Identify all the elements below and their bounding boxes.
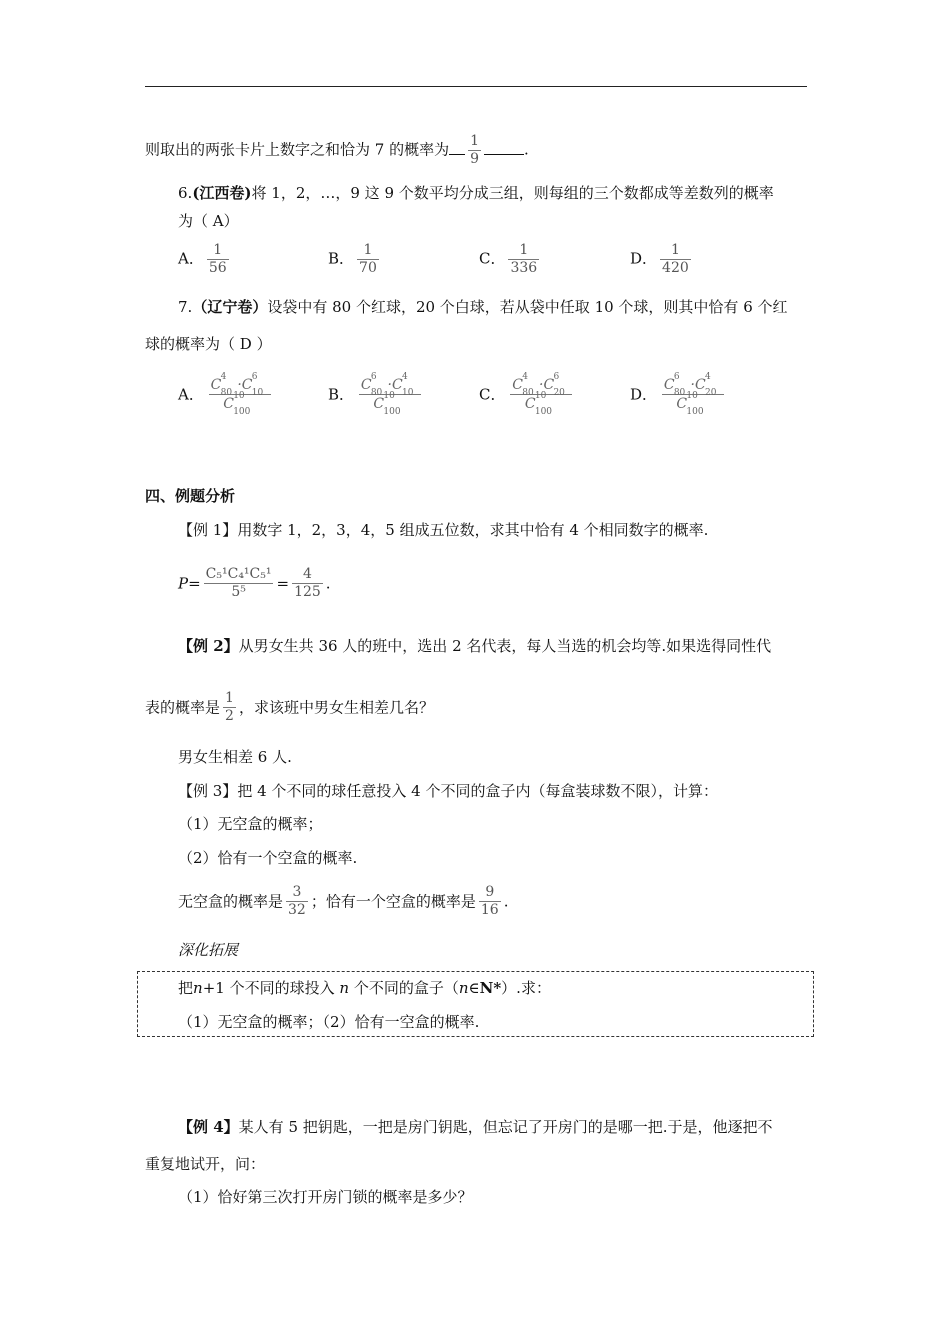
q6-stem-2: 为（ A） <box>178 212 239 230</box>
example-2-answer: 男女生相差 6 人. <box>178 748 292 766</box>
deep-line-2: （1）无空盒的概率；（2）恰有一空盒的概率. <box>178 1013 480 1031</box>
header-rule <box>145 86 807 87</box>
example-3: 【例 3】把 4 个不同的球任意投入 4 个不同的盒子内（每盒装球数不限），计算： <box>178 782 718 800</box>
q5-answer-line: 则取出的两张卡片上数字之和恰为 7 的概率为 $\frac{1}{9}$ . <box>145 133 529 167</box>
q6-option-c: C． $\frac{1}{336}$ <box>479 242 538 276</box>
q6-option-a: A． $\frac{1}{56}$ <box>178 242 227 276</box>
example-4-line2: 重复地试开，问： <box>145 1155 266 1173</box>
example-2-line2: 表的概率是 $\frac{1}{2}$ ，求该班中男女生相差几名？ <box>145 690 434 724</box>
example-4-q1: （1）恰好第三次打开房门锁的概率是多少？ <box>178 1188 473 1206</box>
example-2: 【例 2】从男女生共 36 人的班中，选出 2 名代表，每人当选的机会均等.如果选得同性代 <box>178 637 772 655</box>
q6-option-d: D． $\frac{1}{420}$ <box>630 242 689 276</box>
q6-option-b: B． $\frac{1}{70}$ <box>328 242 377 276</box>
q7-option-c: C． C 4 80 ·C 6 20 C 10 100 <box>479 376 572 413</box>
example-4: 【例 4】某人有 5 把钥匙，一把是房门钥匙，但忘记了开房门的是哪一把.于是，他逐把不 <box>178 1118 773 1136</box>
example-3-q2: （2）恰有一个空盒的概率. <box>178 849 358 867</box>
q7-stem: 7.（辽宁卷）设袋中有 80 个红球，20 个白球，若从袋中任取 10 个球，则其中恰有 6 个红 <box>178 298 788 316</box>
deep-line-1: 把n+1 个不同的球投入 n 个不同的盒子（n∈N*）.求： <box>178 979 551 997</box>
example-1-solution: P= $\frac{\text{C₅¹C₄¹C₅¹}}{\text{5⁵}}$ = $\frac{4}{125}$ . <box>178 566 331 600</box>
q5-answer-fraction: $\frac{1}{9}$ <box>470 133 480 167</box>
q7-option-d: D． C 6 80 ·C 4 20 C 10 100 <box>630 376 724 413</box>
q6-stem: 6.(江西卷)将 1，2，…，9 这 9 个数平均分成三组，则每组的三个数都成等差数列的概率 <box>178 184 774 202</box>
example-3-q1: （1）无空盒的概率； <box>178 815 323 833</box>
q7-option-b: B． C 6 80 ·C 4 10 C 10 100 <box>328 376 421 413</box>
example-3-answer: 无空盒的概率是 $\frac{3}{32}$ ；恰有一个空盒的概率是 $\frac{9}{16}$ . <box>178 884 509 918</box>
q7-stem-2: 球的概率为（ D ） <box>145 335 272 353</box>
example-1: 【例 1】用数字 1，2，3，4，5 组成五位数，求其中恰有 4 个相同数字的概率. <box>178 521 709 539</box>
section-title: 四、例题分析 <box>145 487 236 505</box>
deep-title: 深化拓展 <box>178 941 239 959</box>
q7-option-a: A． C 4 80 ·C 6 10 C 10 100 <box>178 376 271 413</box>
